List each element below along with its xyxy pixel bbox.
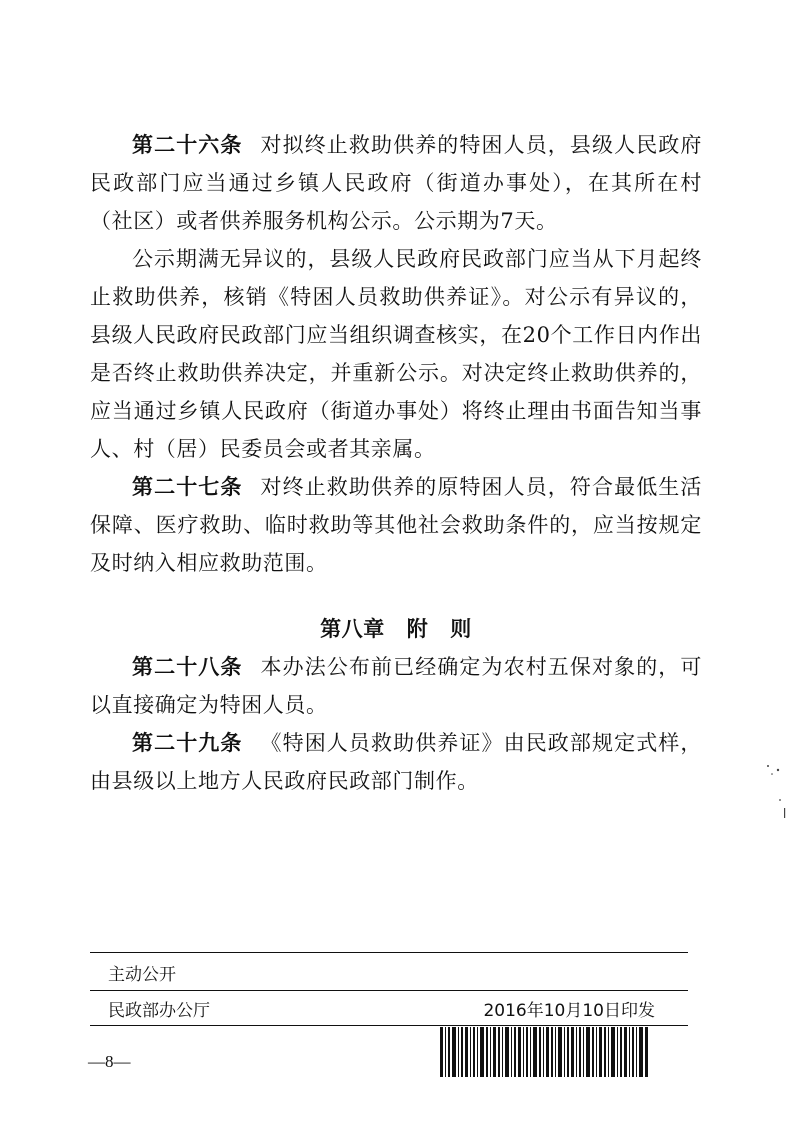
section-spacer bbox=[90, 582, 702, 610]
footer-rule-bottom bbox=[90, 1025, 688, 1026]
article-label: 第二十九条 bbox=[132, 730, 243, 755]
article-label: 第二十六条 bbox=[132, 132, 243, 157]
article-label: 第二十八条 bbox=[132, 654, 243, 679]
article-26 bbox=[90, 126, 702, 240]
page-number: —8— bbox=[88, 1052, 131, 1071]
article-label: 第二十七条 bbox=[132, 474, 243, 499]
footer-rule-top bbox=[90, 952, 688, 953]
article-text: 对拟终止救助供养的特困人员，县级人民政府民政部门应当通过乡镇人民政府（街道办事处），在其所在村（社区）或者供养服务机构公示。公示期为7天。 bbox=[90, 133, 702, 233]
article-text: 公示期满无异议的，县级人民政府民政部门应当从下月起终止救助供养，核销《特困人员救助供养证》。对公示有异议的，县级人民政府民政部门应当组织调查核实，在20个工作日内作出是否终止救助供养决定，并重新公示。对决定终止救助供养的，应当通过乡镇人民政府（街道办事处）将终止理由书面告知当事人、村（居）民委员会或者其亲属。 bbox=[90, 247, 702, 461]
document-body bbox=[90, 126, 702, 800]
article-26-paragraph-2 bbox=[90, 240, 702, 468]
article-27 bbox=[90, 468, 702, 582]
disclosure-label: 主动公开 bbox=[108, 965, 176, 985]
issuer-name: 民政部办公厅 bbox=[108, 1001, 210, 1021]
article-text: 对终止救助供养的原特困人员，符合最低生活保障、医疗救助、临时救助等其他社会救助条件的，应当按规定及时纳入相应救助范围。 bbox=[90, 475, 702, 575]
article-29 bbox=[90, 724, 702, 800]
footer-rule-middle bbox=[90, 990, 688, 991]
barcode-icon bbox=[440, 1027, 648, 1077]
scan-speck-marks bbox=[760, 760, 790, 830]
article-text: 《特困人员救助供养证》由民政部规定式样，由县级以上地方人民政府民政部门制作。 bbox=[90, 731, 702, 793]
article-text: 本办法公布前已经确定为农村五保对象的，可以直接确定为特困人员。 bbox=[90, 655, 702, 717]
article-28 bbox=[90, 648, 702, 724]
chapter-heading: 第八章 附 则 bbox=[320, 616, 472, 641]
publish-date: 2016年10月10日印发 bbox=[483, 1001, 655, 1021]
